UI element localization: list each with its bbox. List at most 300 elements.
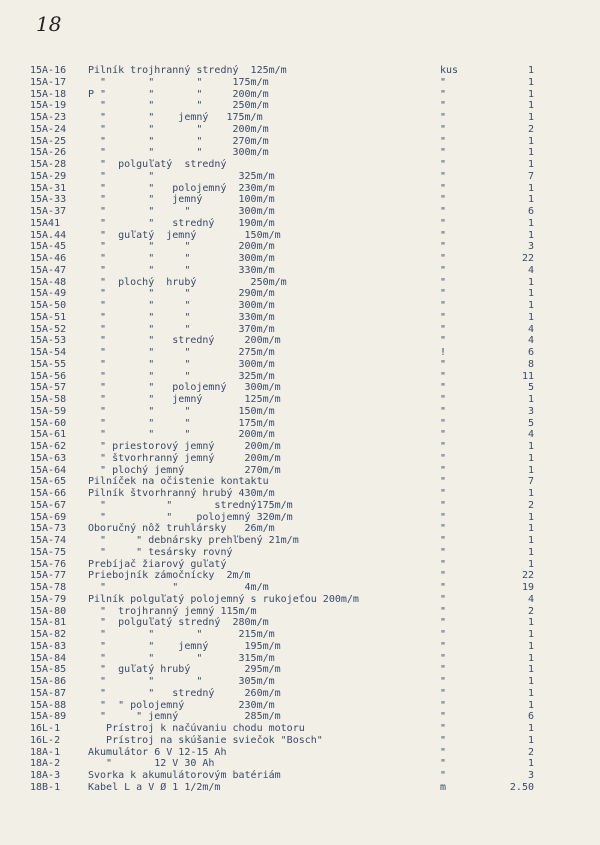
item-unit: " xyxy=(440,100,447,112)
inventory-row xyxy=(0,136,600,148)
inventory-row xyxy=(0,500,600,512)
item-unit: " xyxy=(440,629,447,640)
inventory-row xyxy=(0,770,600,782)
item-description: " " polojemný 230m/m xyxy=(88,699,275,711)
inventory-row xyxy=(0,230,600,242)
item-unit: " xyxy=(440,441,447,452)
inventory-row xyxy=(0,89,600,101)
inventory-row xyxy=(0,112,600,124)
item-description: " " " 290m/m xyxy=(88,288,275,300)
item-description: " " " 215m/m xyxy=(88,629,275,640)
item-unit: " xyxy=(440,382,447,394)
item-description: Pilník trojhranný stredný 125m/m xyxy=(88,65,287,76)
item-unit: " xyxy=(440,593,447,605)
inventory-row xyxy=(0,606,600,618)
item-description: " " polojemný 300m/m xyxy=(88,382,281,394)
inventory-row xyxy=(0,535,600,547)
item-description: " " jemný 125m/m xyxy=(88,394,281,405)
inventory-row xyxy=(0,194,600,206)
item-description: " " " 300m/m xyxy=(88,358,275,370)
item-quantity: 8 xyxy=(527,358,534,370)
item-description: " " " 270m/m xyxy=(88,135,269,147)
item-code: 15A-76 xyxy=(30,558,67,570)
item-code: 15A-62 xyxy=(30,441,67,452)
item-code: 15A-28 xyxy=(30,159,67,170)
item-description: Prístroj k načúvaniu chodu motoru xyxy=(88,723,305,734)
item-quantity: 6 xyxy=(527,206,534,217)
inventory-row xyxy=(0,183,600,195)
item-unit: " xyxy=(440,582,447,593)
item-description: " " " 300m/m xyxy=(88,147,269,159)
inventory-row xyxy=(0,582,600,594)
item-unit: " xyxy=(440,546,447,558)
item-quantity: 1 xyxy=(527,135,534,147)
item-description: " " " 300m/m xyxy=(88,300,275,311)
item-code: 18A-1 xyxy=(30,746,61,758)
item-quantity: 1 xyxy=(527,535,534,546)
item-quantity: 22 xyxy=(521,253,534,264)
item-quantity: 2 xyxy=(527,605,534,617)
item-description: " " " 315m/m xyxy=(88,652,275,664)
item-quantity: 1 xyxy=(527,100,534,112)
item-unit: " xyxy=(440,159,447,170)
item-quantity: 5 xyxy=(527,382,534,394)
item-quantity: 4 xyxy=(527,264,534,276)
item-description: Oboručný nôž truhlársky 26m/m xyxy=(88,523,275,535)
item-code: 15A-45 xyxy=(30,241,67,253)
inventory-row xyxy=(0,347,600,359)
inventory-row xyxy=(0,206,600,218)
item-unit: " xyxy=(440,264,447,276)
item-quantity: 1 xyxy=(527,546,534,558)
inventory-row xyxy=(0,100,600,112)
item-description: " " " 250m/m xyxy=(88,100,269,112)
item-unit: " xyxy=(440,76,447,88)
item-code: 15A-57 xyxy=(30,382,67,394)
item-description: " guľatý jemný 150m/m xyxy=(88,229,281,241)
item-code: 15A-17 xyxy=(30,76,67,88)
item-code: 15A-77 xyxy=(30,570,67,582)
item-code: 15A-65 xyxy=(30,476,67,488)
inventory-row xyxy=(0,664,600,676)
item-quantity: 6 xyxy=(527,347,534,358)
item-unit: " xyxy=(440,147,447,159)
item-code: 15A-51 xyxy=(30,311,67,323)
item-quantity: 19 xyxy=(521,582,534,593)
item-code: 15A-29 xyxy=(30,170,67,182)
inventory-row xyxy=(0,641,600,653)
item-code: 15A-86 xyxy=(30,676,67,687)
item-code: 15A-74 xyxy=(30,535,67,546)
item-quantity: 1 xyxy=(527,464,534,476)
inventory-row xyxy=(0,688,600,700)
item-quantity: 1 xyxy=(527,65,534,76)
item-quantity: 1 xyxy=(527,687,534,699)
item-description: " " " 175m/m xyxy=(88,417,275,429)
inventory-row xyxy=(0,171,600,183)
inventory-row xyxy=(0,488,600,500)
item-quantity: 1 xyxy=(527,488,534,499)
inventory-row xyxy=(0,617,600,629)
item-description: " polguľatý stredný 280m/m xyxy=(88,617,269,629)
item-description: " " " 200m/m xyxy=(88,429,275,441)
item-quantity: 1 xyxy=(527,88,534,100)
item-description: " " " 325m/m xyxy=(88,370,275,382)
item-code: 15A-85 xyxy=(30,664,67,676)
inventory-row xyxy=(0,700,600,712)
item-unit: " xyxy=(440,535,447,546)
item-quantity: 1 xyxy=(527,699,534,711)
item-unit: " xyxy=(440,523,447,535)
item-code: 15A-73 xyxy=(30,523,67,535)
inventory-row xyxy=(0,359,600,371)
inventory-row xyxy=(0,382,600,394)
item-description: " " 325m/m xyxy=(88,170,275,182)
item-code: 15A-84 xyxy=(30,652,67,664)
item-unit: " xyxy=(440,394,447,405)
item-description: Pilníček na očistenie kontaktu xyxy=(88,476,269,488)
item-description: " " " 200m/m xyxy=(88,123,269,135)
item-quantity: 3 xyxy=(527,405,534,417)
item-description: " " polojemný 230m/m xyxy=(88,182,275,194)
item-quantity: 1 xyxy=(527,452,534,464)
item-quantity: 1 xyxy=(527,676,534,687)
item-code: 15A-50 xyxy=(30,300,67,311)
inventory-list xyxy=(0,65,600,794)
inventory-row xyxy=(0,335,600,347)
item-unit: kus xyxy=(440,65,459,76)
item-unit: " xyxy=(440,734,447,746)
page-number: 18 xyxy=(36,12,62,36)
inventory-row xyxy=(0,594,600,606)
item-code: 15A.44 xyxy=(30,229,67,241)
inventory-row xyxy=(0,758,600,770)
item-code: 15A-26 xyxy=(30,147,67,159)
item-quantity: 1 xyxy=(527,664,534,676)
item-unit: " xyxy=(440,170,447,182)
item-quantity: 1 xyxy=(527,182,534,194)
item-quantity: 1 xyxy=(527,523,534,535)
item-code: 15A-47 xyxy=(30,264,67,276)
item-unit: " xyxy=(440,135,447,147)
item-unit: " xyxy=(440,335,447,347)
inventory-row xyxy=(0,147,600,159)
item-quantity: 1 xyxy=(527,217,534,229)
item-unit: " xyxy=(440,464,447,476)
item-quantity: 1 xyxy=(527,394,534,405)
item-quantity: 1 xyxy=(527,511,534,523)
inventory-row xyxy=(0,570,600,582)
item-description: P " " " 200m/m xyxy=(88,88,269,100)
item-quantity: 1 xyxy=(527,311,534,323)
item-quantity: 1 xyxy=(527,76,534,88)
item-code: 15A-67 xyxy=(30,499,67,511)
item-quantity: 1 xyxy=(527,558,534,570)
item-unit: " xyxy=(440,570,447,582)
item-unit: " xyxy=(440,182,447,194)
item-code: 15A-25 xyxy=(30,135,67,147)
item-unit: " xyxy=(440,229,447,241)
item-code: 15A-18 xyxy=(30,88,67,100)
item-unit: " xyxy=(440,640,447,652)
item-quantity: 2 xyxy=(527,123,534,135)
item-description: Priebojník zámočnícky 2m/m xyxy=(88,570,251,582)
item-unit: " xyxy=(440,711,447,723)
item-description: " " jemný 100m/m xyxy=(88,194,275,206)
inventory-row xyxy=(0,265,600,277)
item-quantity: 1 xyxy=(527,147,534,159)
item-description: " " jemný 285m/m xyxy=(88,711,281,723)
item-description: " " stredný 190m/m xyxy=(88,217,275,229)
item-quantity: 1 xyxy=(527,229,534,241)
inventory-row xyxy=(0,453,600,465)
inventory-row xyxy=(0,711,600,723)
inventory-row xyxy=(0,676,600,688)
item-unit: " xyxy=(440,358,447,370)
item-unit: " xyxy=(440,311,447,323)
item-code: 15A-59 xyxy=(30,405,67,417)
inventory-row xyxy=(0,288,600,300)
item-code: 15A-56 xyxy=(30,370,67,382)
inventory-row xyxy=(0,371,600,383)
item-unit: ! xyxy=(440,347,447,358)
item-code: 15A-52 xyxy=(30,323,67,335)
item-quantity: 4 xyxy=(527,335,534,347)
inventory-row xyxy=(0,629,600,641)
item-description: " 12 V 30 Ah xyxy=(88,758,215,770)
item-description: " " tesársky rovný xyxy=(88,546,233,558)
item-code: 15A-82 xyxy=(30,629,67,640)
item-description: " guľatý hrubý 295m/m xyxy=(88,664,281,676)
item-quantity: 1 xyxy=(527,758,534,770)
item-quantity: 1 xyxy=(527,194,534,206)
inventory-row xyxy=(0,429,600,441)
item-quantity: 2.50 xyxy=(509,781,534,793)
item-description: Kabel L a V Ø 1 1/2m/m xyxy=(88,781,221,793)
item-unit: " xyxy=(440,687,447,699)
item-code: 15A-80 xyxy=(30,605,67,617)
item-quantity: 1 xyxy=(527,723,534,734)
inventory-row xyxy=(0,559,600,571)
item-quantity: 1 xyxy=(527,734,534,746)
inventory-row xyxy=(0,253,600,265)
item-unit: " xyxy=(440,452,447,464)
item-unit: " xyxy=(440,429,447,441)
item-code: 15A-31 xyxy=(30,182,67,194)
item-unit: " xyxy=(440,499,447,511)
item-description: " plochý hrubý 250m/m xyxy=(88,276,287,288)
item-description: " " polojemný 320m/m xyxy=(88,511,293,523)
item-code: 15A-75 xyxy=(30,546,67,558)
inventory-row xyxy=(0,723,600,735)
item-code: 15A-33 xyxy=(30,194,67,206)
item-description: " " stredný 260m/m xyxy=(88,687,281,699)
inventory-row xyxy=(0,782,600,794)
item-description: " " jemný 195m/m xyxy=(88,640,281,652)
item-quantity: 1 xyxy=(527,652,534,664)
item-quantity: 1 xyxy=(527,288,534,300)
item-quantity: 1 xyxy=(527,112,534,123)
item-unit: " xyxy=(440,417,447,429)
inventory-row xyxy=(0,441,600,453)
item-unit: " xyxy=(440,370,447,382)
item-description: " " " 305m/m xyxy=(88,676,275,687)
inventory-row xyxy=(0,653,600,665)
item-description: " " " 370m/m xyxy=(88,323,275,335)
item-description: " " " 150m/m xyxy=(88,405,275,417)
inventory-row xyxy=(0,300,600,312)
item-description: " " " 300m/m xyxy=(88,253,275,264)
item-code: 15A-55 xyxy=(30,358,67,370)
item-code: 15A-87 xyxy=(30,687,67,699)
inventory-row xyxy=(0,523,600,535)
inventory-row xyxy=(0,159,600,171)
item-code: 15A-16 xyxy=(30,65,67,76)
item-description: " " " 200m/m xyxy=(88,241,275,253)
item-code: 15A-53 xyxy=(30,335,67,347)
item-code: 18B-1 xyxy=(30,781,61,793)
item-code: 15A-79 xyxy=(30,593,67,605)
item-code: 16L-2 xyxy=(30,734,61,746)
item-unit: " xyxy=(440,605,447,617)
item-description: " " stredný 200m/m xyxy=(88,335,281,347)
item-unit: " xyxy=(440,241,447,253)
item-code: 18A-3 xyxy=(30,770,61,781)
inventory-row xyxy=(0,394,600,406)
item-quantity: 3 xyxy=(527,241,534,253)
item-quantity: 7 xyxy=(527,476,534,488)
item-description: " štvorhranný jemný 200m/m xyxy=(88,452,281,464)
inventory-row xyxy=(0,476,600,488)
item-description: Akumulátor 6 V 12-15 Ah xyxy=(88,746,227,758)
item-description: " priestorový jemný 200m/m xyxy=(88,441,281,452)
inventory-row xyxy=(0,218,600,230)
inventory-row xyxy=(0,418,600,430)
item-code: 18A-2 xyxy=(30,758,61,770)
item-code: 15A-83 xyxy=(30,640,67,652)
item-unit: " xyxy=(440,288,447,300)
inventory-row xyxy=(0,512,600,524)
item-code: 15A41 xyxy=(30,217,61,229)
item-description: " polguľatý stredný xyxy=(88,159,227,170)
item-code: 15A-24 xyxy=(30,123,67,135)
item-unit: " xyxy=(440,123,447,135)
item-description: " " " 275m/m xyxy=(88,347,275,358)
item-description: Prebíjač žiarový guľatý xyxy=(88,558,227,570)
inventory-row xyxy=(0,65,600,77)
item-unit: " xyxy=(440,676,447,687)
item-description: " trojhranný jemný 115m/m xyxy=(88,605,257,617)
item-code: 15A-64 xyxy=(30,464,67,476)
item-description: Pilník štvorhranný hrubý 430m/m xyxy=(88,488,275,499)
item-unit: " xyxy=(440,88,447,100)
item-unit: " xyxy=(440,770,447,781)
item-unit: " xyxy=(440,112,447,123)
item-code: 15A-66 xyxy=(30,488,67,499)
item-unit: " xyxy=(440,558,447,570)
item-quantity: 11 xyxy=(521,370,534,382)
item-quantity: 1 xyxy=(527,159,534,170)
item-code: 15A-89 xyxy=(30,711,67,723)
item-unit: " xyxy=(440,206,447,217)
item-unit: " xyxy=(440,323,447,335)
item-code: 15A-61 xyxy=(30,429,67,441)
item-quantity: 3 xyxy=(527,770,534,781)
inventory-row xyxy=(0,312,600,324)
item-unit: " xyxy=(440,476,447,488)
item-code: 15A-63 xyxy=(30,452,67,464)
inventory-row xyxy=(0,241,600,253)
item-code: 15A-23 xyxy=(30,112,67,123)
item-unit: " xyxy=(440,758,447,770)
item-quantity: 5 xyxy=(527,417,534,429)
item-unit: " xyxy=(440,217,447,229)
item-description: " " " 300m/m xyxy=(88,206,275,217)
item-code: 15A-88 xyxy=(30,699,67,711)
inventory-row xyxy=(0,465,600,477)
item-unit: " xyxy=(440,664,447,676)
item-description: Prístroj na skúšanie sviečok "Bosch" xyxy=(88,734,323,746)
item-quantity: 2 xyxy=(527,499,534,511)
item-code: 15A-69 xyxy=(30,511,67,523)
item-quantity: 4 xyxy=(527,593,534,605)
item-description: " " " 330m/m xyxy=(88,264,275,276)
inventory-row xyxy=(0,547,600,559)
item-unit: " xyxy=(440,276,447,288)
item-quantity: 1 xyxy=(527,640,534,652)
item-description: " plochý jemný 270m/m xyxy=(88,464,281,476)
item-code: 15A-49 xyxy=(30,288,67,300)
item-unit: " xyxy=(440,488,447,499)
item-unit: " xyxy=(440,511,447,523)
item-quantity: 1 xyxy=(527,300,534,311)
item-unit: " xyxy=(440,194,447,206)
inventory-row xyxy=(0,324,600,336)
item-quantity: 7 xyxy=(527,170,534,182)
item-description: " " stredný175m/m xyxy=(88,499,293,511)
item-unit: " xyxy=(440,746,447,758)
inventory-row xyxy=(0,406,600,418)
item-quantity: 2 xyxy=(527,746,534,758)
item-quantity: 1 xyxy=(527,276,534,288)
item-unit: m xyxy=(440,781,447,793)
item-code: 15A-19 xyxy=(30,100,67,112)
item-description: " " debnársky prehľbený 21m/m xyxy=(88,535,299,546)
item-description: Pilník polguľatý polojemný s rukojeťou 200m/m xyxy=(88,593,359,605)
item-code: 15A-54 xyxy=(30,347,67,358)
item-quantity: 4 xyxy=(527,429,534,441)
inventory-row xyxy=(0,735,600,747)
item-unit: " xyxy=(440,300,447,311)
item-code: 15A-46 xyxy=(30,253,67,264)
item-quantity: 6 xyxy=(527,711,534,723)
item-code: 15A-60 xyxy=(30,417,67,429)
item-description: " " jemný 175m/m xyxy=(88,112,263,123)
inventory-row xyxy=(0,77,600,89)
item-code: 16L-1 xyxy=(30,723,61,734)
item-unit: " xyxy=(440,699,447,711)
item-unit: " xyxy=(440,617,447,629)
inventory-row xyxy=(0,124,600,136)
item-code: 15A-78 xyxy=(30,582,67,593)
item-code: 15A-37 xyxy=(30,206,67,217)
item-description: " " 4m/m xyxy=(88,582,269,593)
item-description: Svorka k akumulátorovým batériám xyxy=(88,770,281,781)
item-code: 15A-48 xyxy=(30,276,67,288)
inventory-row xyxy=(0,277,600,289)
item-description: " " " 330m/m xyxy=(88,311,275,323)
item-code: 15A-58 xyxy=(30,394,67,405)
